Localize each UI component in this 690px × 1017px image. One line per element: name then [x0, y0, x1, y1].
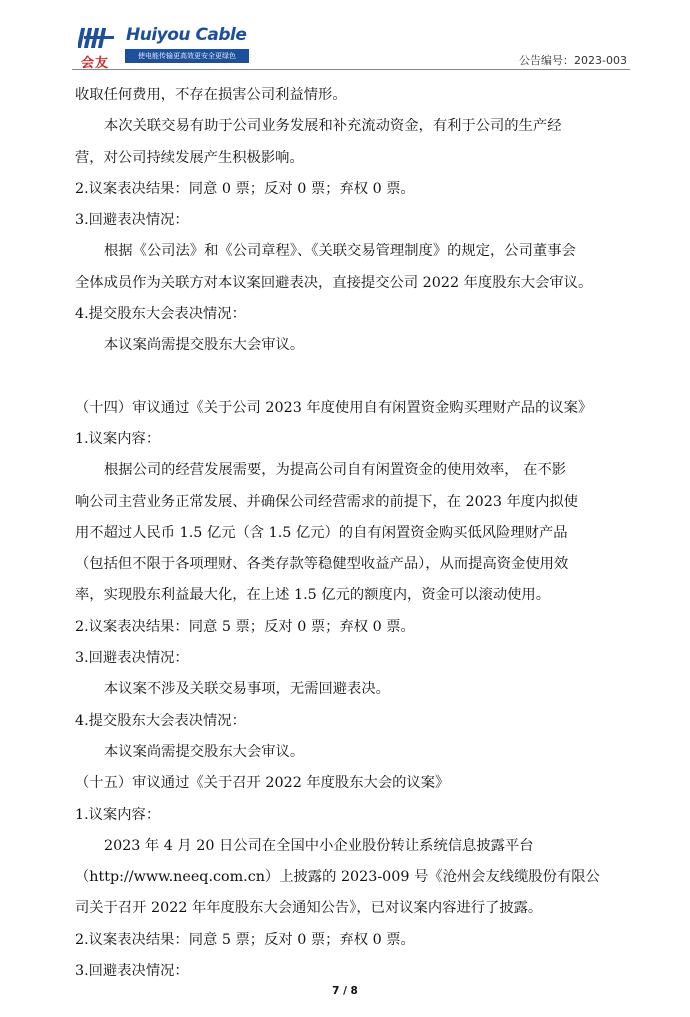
section-heading: 3.回避表决情况：	[75, 212, 189, 229]
paragraph-line: 响公司主营业务正常发展、并确保公司经营需求的前提下，在 2023 年度内拟使	[75, 493, 578, 510]
section-heading: 3.回避表决情况：	[75, 650, 189, 667]
paragraph-line: 全体成员作为关联方对本议案回避表决，直接提交公司 2022 年度股东大会审议。	[75, 274, 593, 291]
paragraph-line: 根据公司的经营发展需要，为提高公司自有闲置资金的使用效率， 在不影	[104, 462, 567, 479]
paragraph-line: 本议案尚需提交股东大会审议。	[104, 743, 305, 760]
header-divider	[72, 69, 630, 70]
section-heading: 4.提交股东大会表决情况：	[75, 306, 246, 323]
logo-chinese-name: 会友	[81, 56, 110, 71]
vote-result: 2.议案表决结果：同意 5 票；反对 0 票；弃权 0 票。	[75, 931, 415, 948]
section-heading: 1.议案内容：	[75, 430, 161, 447]
paragraph-line: （包括但不限于各项理财、各类存款等稳健型收益产品），从而提高资金使用效	[75, 556, 569, 573]
logo-english-name: Huiyou Cable	[126, 25, 247, 45]
page-number: 7 / 8	[332, 985, 358, 997]
motion-title: （十五）审议通过《关于召开 2022 年度股东大会的议案》	[75, 775, 450, 792]
vote-result: 2.议案表决结果：同意 5 票；反对 0 票；弃权 0 票。	[75, 618, 415, 635]
paragraph-line: 率，实现股东利益最大化，在上述 1.5 亿元的额度内，资金可以滚动使用。	[75, 587, 551, 604]
motion-title: （十四）审议通过《关于公司 2023 年度使用自有闲置资金购买理财产品的议案》	[75, 399, 593, 416]
paragraph-line: （http://www.neeq.com.cn）上披露的 2023-009 号《沧州会友线缆股份有限公	[75, 869, 600, 886]
page-header	[0, 0, 690, 72]
paragraph-line: 营，对公司持续发展产生积极影响。	[75, 149, 304, 166]
paragraph-line: 本次关联交易有助于公司业务发展和补充流动资金，有利于公司的生产经	[104, 118, 562, 135]
announcement-number: 公告编号：2023-003	[519, 54, 627, 67]
paragraph-line: 本议案不涉及关联交易事项，无需回避表决。	[104, 681, 390, 698]
vote-result: 2.议案表决结果：同意 0 票；反对 0 票；弃权 0 票。	[75, 180, 415, 197]
paragraph-line: 本议案尚需提交股东大会审议。	[104, 337, 305, 354]
section-heading: 1.议案内容：	[75, 806, 161, 823]
section-heading: 4.提交股东大会表决情况：	[75, 712, 246, 729]
logo-slogan: 使电能传输更高效更安全更绿色	[125, 49, 249, 63]
paragraph-line: 根据《公司法》和《公司章程》、《关联交易管理制度》的规定，公司董事会	[104, 243, 576, 260]
paragraph-line: 用不超过人民币 1.5 亿元（含 1.5 亿元）的自有闲置资金购买低风险理财产品	[75, 524, 568, 541]
section-heading: 3.回避表决情况：	[75, 963, 189, 980]
spacer	[75, 362, 635, 393]
document-body	[75, 80, 635, 987]
company-logo	[78, 22, 248, 71]
paragraph-line: 2023 年 4 月 20 日公司在全国中小企业股份转让系统信息披露平台	[104, 837, 534, 854]
paragraph-line: 收取任何费用，不存在损害公司利益情形。	[75, 87, 347, 103]
paragraph-line: 司关于召开 2022 年年度股东大会通知公告》，已对议案内容进行了披露。	[75, 900, 543, 917]
